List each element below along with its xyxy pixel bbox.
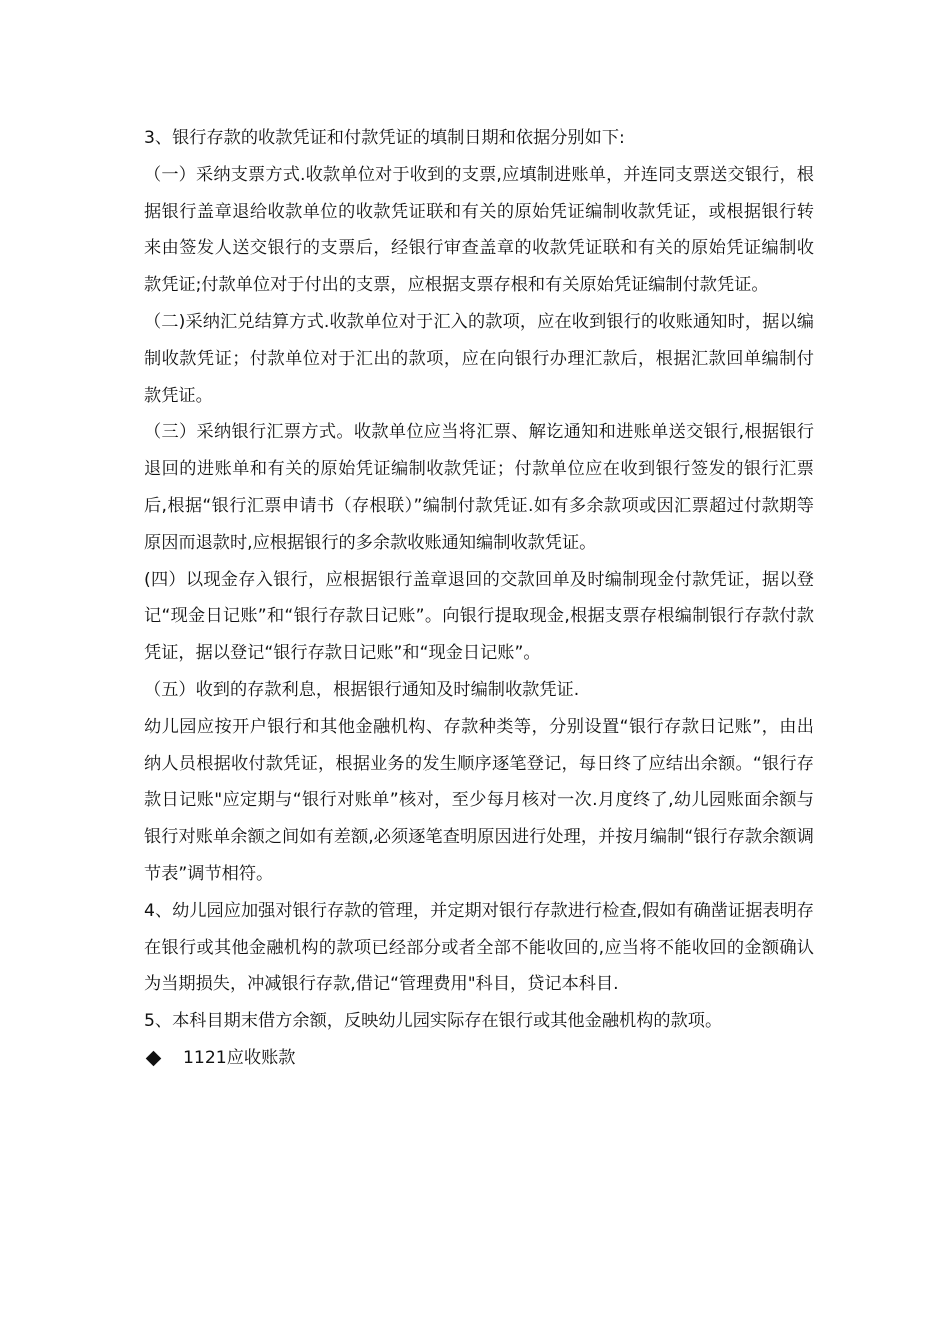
paragraph-interest: （五）收到的存款利息，根据银行通知及时编制收款凭证. bbox=[144, 679, 580, 700]
paragraph-bank-draft-method: （三）采纳银行汇票方式。收款单位应当将汇票、解讫通知和进账单送交银行,根据银行退回的进账单和有关的原始凭证编制收款凭证；付款单位应在收到银行签发的银行汇票后,根据“银行汇票申请书（存根联）”编制付款凭证.如有多余款项或因汇票超过付款期等原因而退款时,应根据银行的多余款收账通知编制收款凭证。 bbox=[144, 422, 814, 553]
paragraph-cash-deposit: (四）以现金存入银行，应根据银行盖章退回的交款回单及时编制现金付款凭证，据以登记“现金日记账”和“银行存款日记账”。向银行提取现金,根据支票存根编制银行存款付款凭证，据以登记“银行存款日记账”和“现金日记账”。 bbox=[144, 569, 814, 664]
document-body bbox=[144, 120, 814, 1077]
bullet-item-text: 1121应收账款 bbox=[183, 1047, 296, 1068]
bullet-item bbox=[144, 1040, 814, 1077]
paragraph-heading-3: 3、银行存款的收款凭证和付款凭证的填制日期和依据分别如下: bbox=[144, 128, 625, 148]
paragraph-bank-journal: 幼儿园应按开户银行和其他金融机构、存款种类等，分别设置“银行存款日记账”，由出纳人员根据收付款凭证，根据业务的发生顺序逐笔登记，每日终了应结出余额。“银行存款日记账"应定期与“银行对账单”核对，至少每月核对一次.月度终了,幼儿园账面余额与银行对账单余额之间如有差额,必须逐笔查明原因进行处理，并按月编制“银行存款余额调节表”调节相符。 bbox=[144, 716, 814, 884]
paragraph-heading-4: 4、幼儿园应加强对银行存款的管理，并定期对银行存款进行检查,假如有确凿证据表明存在银行或其他金融机构的款项已经部分或者全部不能收回的,应当将不能收回的金额确认为当期损失，冲减银行存款,借记“管理费用"科目，贷记本科目. bbox=[144, 900, 814, 995]
diamond-bullet-icon bbox=[146, 1051, 162, 1067]
paragraph-check-method: （一）采纳支票方式.收款单位对于收到的支票,应填制进账单，并连同支票送交银行，根据银行盖章退给收款单位的收款凭证联和有关的原始凭证编制收款凭证，或根据银行转来由签发人送交银行的支票后，经银行审查盖章的收款凭证联和有关的原始凭证编制收款凭证;付款单位对于付出的支票，应根据支票存根和有关原始凭证编制付款凭证。 bbox=[144, 164, 814, 296]
paragraph-heading-5: 5、本科目期末借方余额，反映幼儿园实际存在银行或其他金融机构的款项。 bbox=[144, 1011, 723, 1032]
paragraph-remittance-method: （二)采纳汇兑结算方式.收款单位对于汇入的款项，应在收到银行的收账通知时，据以编制收款凭证；付款单位对于汇出的款项，应在向银行办理汇款后，根据汇款回单编制付款凭证。 bbox=[144, 311, 814, 406]
